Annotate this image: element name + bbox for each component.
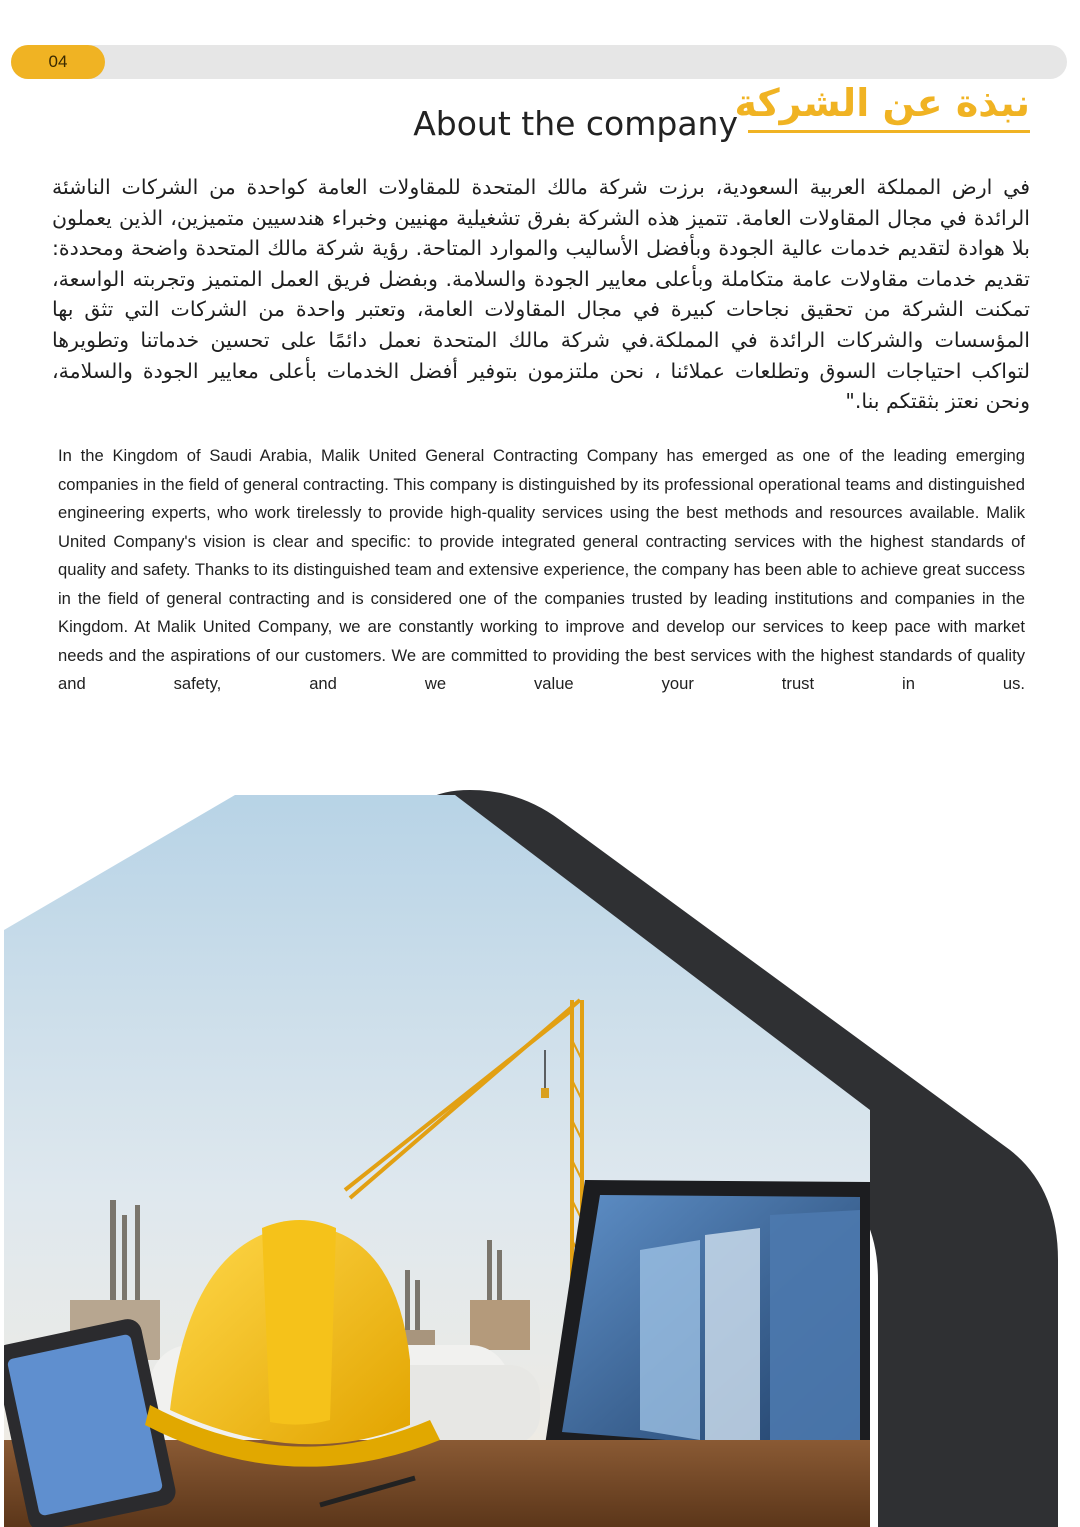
about-paragraph-english: In the Kingdom of Saudi Arabia, Malik United General Contracting Company has emerged as one of the leading emerging companies in the field of general contracting. This company is distinguished by its professional operational teams and distinguished engineering experts, who work tirelessly to provide high-quality services using the best methods and resources available. Malik United Company's vision is clear and specific: to provide integrated general contracting services with the highest standards of quality and safety. Thanks to its distinguished team and extensive experience, the company has been able to achieve great success in the field of general contracting and is considered one of the companies trusted by leading institutions and companies in the Kingdom. At Malik United Company, we are constantly working to improve and develop our services to keep pace with market needs and the aspirations of our customers. We are committed to providing the best services with the highest standards of quality and safety, and we value your trust in us. [58, 446, 1026, 693]
page-title-arabic: نبذة عن الشركة [734, 81, 1030, 125]
title-underline [748, 130, 1030, 133]
page-title-english: About the company [413, 104, 738, 143]
tablet-skyscrapers [545, 1180, 870, 1470]
construction-photo [0, 790, 880, 1527]
page-number-badge: 04 [11, 45, 105, 79]
top-bar [11, 45, 1067, 79]
about-paragraph-arabic: في ارض المملكة العربية السعودية، برزت شركة مالك المتحدة للمقاولات العامة كواحدة من الشركات الناشئة الرائدة في مجال المقاولات العامة. تتميز هذه الشركة بفرق تشغيلية مهنيين وخبراء هندسيين متميزين، الذين يعملون بلا هوادة لتقديم خدمات عالية الجودة وبأفضل الأساليب والموارد المتاحة. رؤية شركة مالك المتحدة واضحة ومحددة: تقديم خدمات مقاولات عامة متكاملة وبأعلى معايير الجودة والسلامة. وبفضل فريق العمل المتميز وتجربته الواسعة، تمكنت الشركة من تحقيق نجاحات كبيرة في مجال المقاولات العامة، وتعتبر واحدة من الشركات التي تثق بها المؤسسات والشركات الرائدة في المملكة.في شركة مالك المتحدة نعمل دائمًا على تحسين خدماتنا وتطويرها لتواكب احتياجات السوق وتطلعات عملائنا ، نحن ملتزمون بتوفير أفضل الخدمات بأعلى معايير الجودة والسلامة، ونحن نعتز بثقتكم بنا." [52, 175, 1030, 414]
construction-illustration [0, 790, 1080, 1527]
